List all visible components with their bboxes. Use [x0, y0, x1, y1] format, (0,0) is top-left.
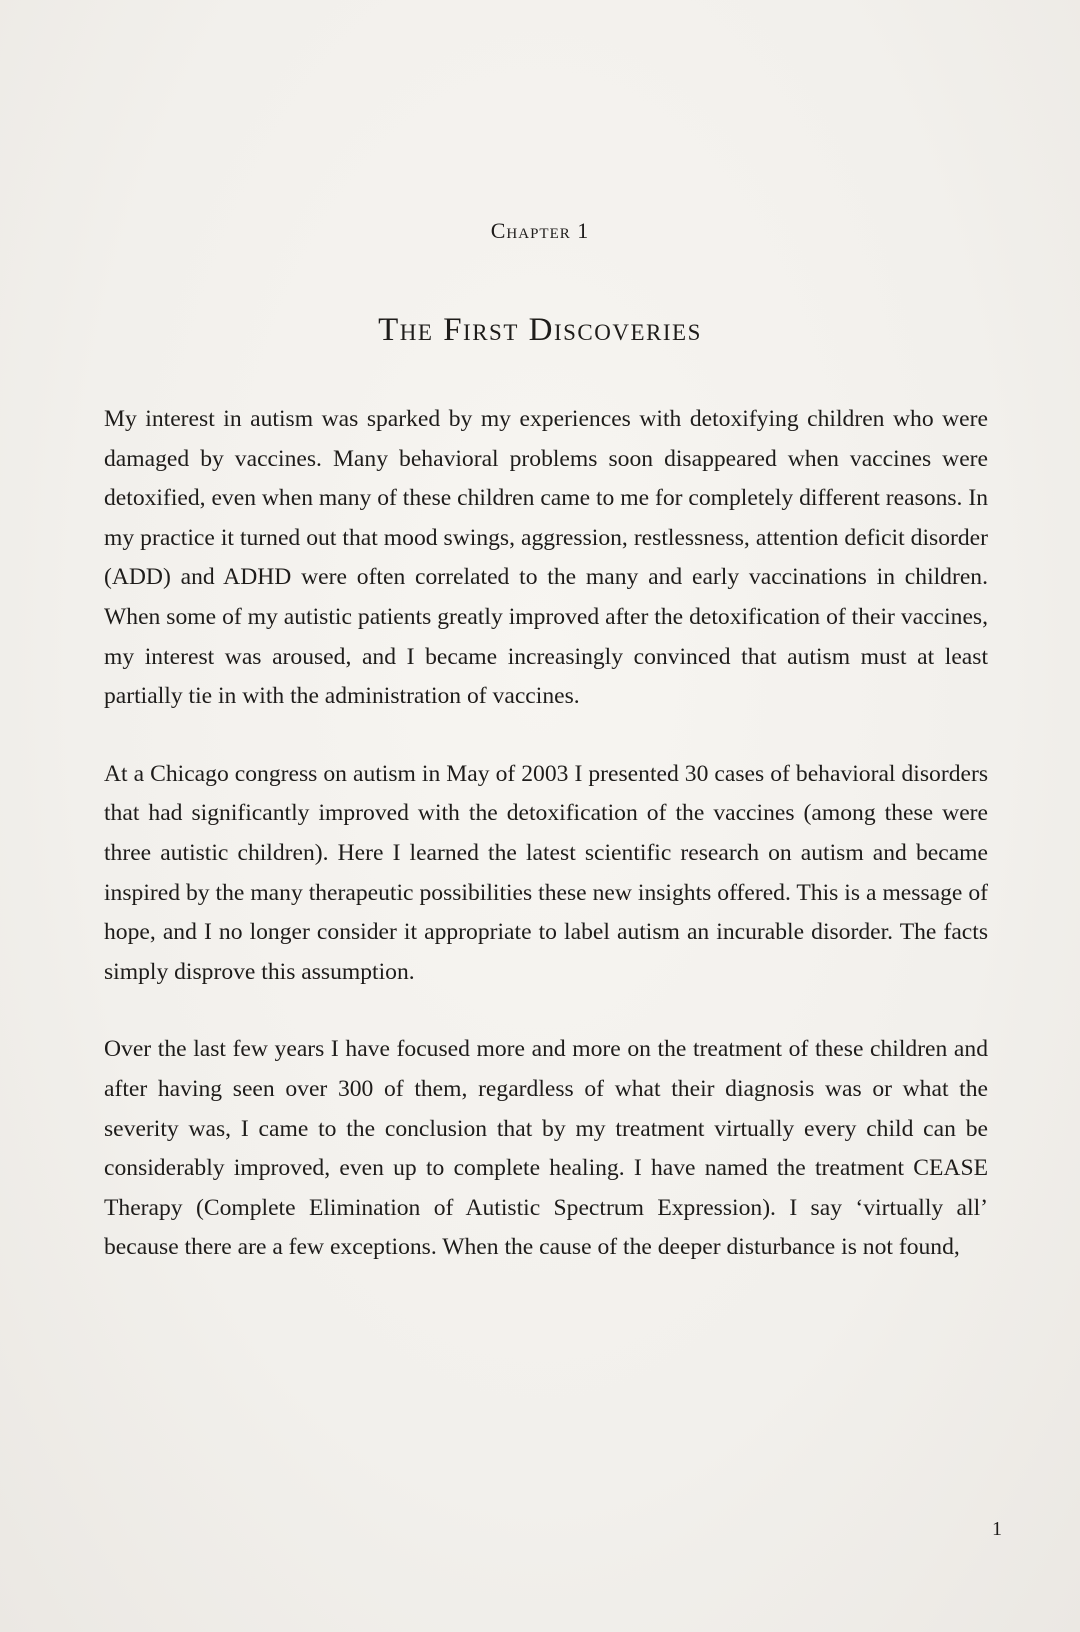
paragraph-1: My interest in autism was sparked by my experiences with detoxifying children who were damaged by vaccines. Many behavioral problems soon disappeared when vaccines were detoxified, even when many of these children came to me for completely different reasons. In my practice it turned out that mood swings, aggression, restlessness, attention deficit disorder (ADD) and ADHD were often correlated to the many and early vaccinations in children. When some of my autistic patients greatly improved after the detoxification of their vaccines, my interest was aroused, and I became increasingly convinced that autism must at least partially tie in with the administration of vaccines. [104, 406, 989, 710]
chapter-title: The First Discoveries [378, 312, 702, 349]
chapter-label: Chapter 1 [490, 218, 590, 243]
paragraph-3: Over the last few years I have focused more and more on the treatment of these children and after having seen over 300 of them, regardless of what their diagnosis was or what the severity was, I came to the conclusion that by my treatment virtually every child can be considerably improved, even up to complete healing. I have named the treatment CEASE Therapy (Complete Elimination of Autistic Spectrum Expression). I say ‘virtually all’ because there are a few exceptions. When the cause of the deeper disturbance is not found, [104, 1036, 988, 1261]
page-number: 1 [992, 1518, 1002, 1540]
body-text [104, 400, 988, 1306]
paragraph-2: At a Chicago congress on autism in May of 2003 I presented 30 cases of behavioral disorders that had significantly improved with the detoxification of the vaccines (among these were three autistic children). Here I learned the latest scientific research on autism and became inspired by the many therapeutic possibilities these new insights offered. This is a message of hope, and I no longer consider it appropriate to label autism an incurable disorder. The facts simply disprove this assumption. [104, 760, 988, 985]
